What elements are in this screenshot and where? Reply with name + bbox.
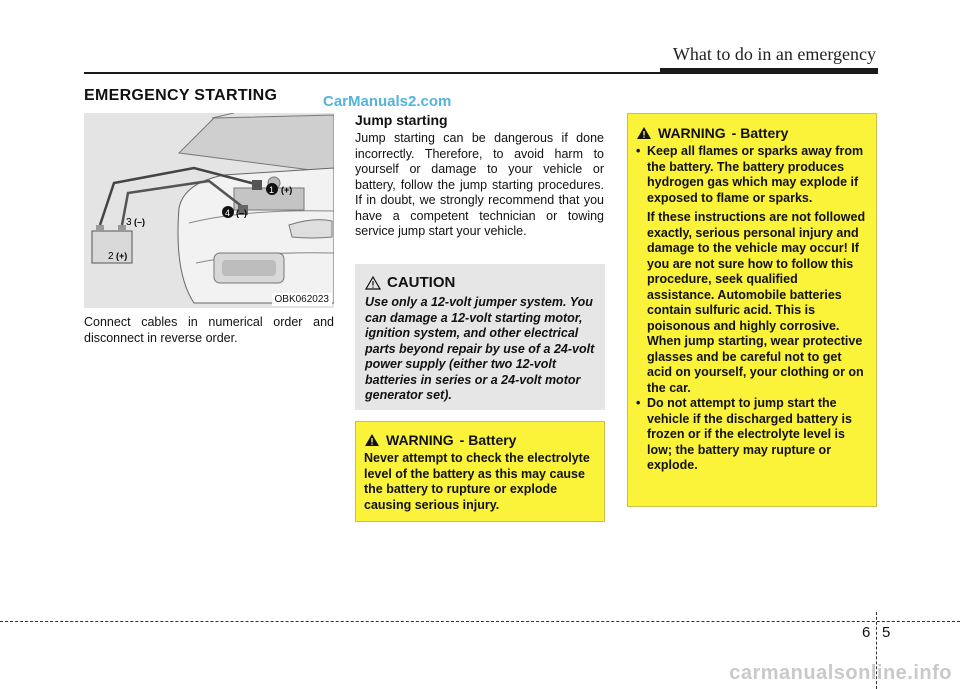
warning-header	[364, 432, 596, 448]
warning-triangle-icon	[636, 126, 652, 140]
warning-title: WARNING	[658, 125, 726, 141]
figure-label-plus-2: (+)	[116, 251, 128, 261]
figure-label-minus-4: (–)	[236, 208, 247, 218]
warning-subtitle: - Battery	[459, 432, 517, 448]
caution-triangle-icon	[365, 276, 381, 290]
jump-starting-heading: Jump starting	[355, 112, 448, 128]
jump-start-illustration	[84, 113, 334, 308]
caution-text: Use only a 12-volt jumper system. You can damage a 12-volt starting motor, ignition system, and other electrical parts beyond repair by use of a 24-volt power supply (either two 12-volt batteries in series or a 24-volt motor generator set).	[365, 295, 595, 402]
jump-starting-text: Jump starting can be dangerous if done incorrectly. Therefore, to avoid harm to yourself or damage to your vehicle or battery, follow the jump starting procedures. If in doubt, we strongly recommend that you have a competent technician or towing service jump start your vehicle.	[355, 131, 604, 238]
page-number: 5	[882, 624, 891, 641]
warning-title: WARNING	[386, 432, 454, 448]
warning-header	[636, 125, 868, 141]
chapter-number: 6	[862, 624, 871, 641]
warning-box-electrolyte	[355, 421, 605, 522]
figure-label-3: 3	[126, 217, 132, 228]
warning-bullet-subtext: If these instructions are not followed exactly, serious personal injury and damage to the vehicle may occur! If you are not sure how to follow this procedure, seek qualified assistance. Automobile batteries contain sulfuric acid. This is poisonous and highly corrosive. When jump starting, wear protective glasses and be careful not to get acid on yourself, your clothing or on the car.	[647, 210, 866, 395]
footer-divider	[0, 621, 960, 622]
figure-label-plus-1: (+)	[281, 185, 293, 195]
warning-bullet-list	[636, 144, 868, 474]
figure-label-4: 4	[225, 208, 231, 218]
figure-label-minus-3: (–)	[134, 217, 145, 227]
footer-site-watermark[interactable]: carmanualsonline.info	[729, 662, 952, 684]
warning-bullet	[636, 144, 868, 396]
warning-bullet-text: Keep all flames or sparks away from the battery. The battery produces hydrogen gas which may explode if exposed to flame or sparks.	[647, 144, 864, 205]
warning-bullet-text: Do not attempt to jump start the vehicle if the discharged battery is frozen or if the electrolyte level is low; the battery may rupture or explode.	[647, 396, 852, 472]
warning-text: Never attempt to check the electrolyte level of the battery as this may cause the battery to rupture or explode causing serious injury.	[364, 451, 590, 512]
section-title: EMERGENCY STARTING	[84, 87, 278, 104]
figure-caption: Connect cables in numerical order and disconnect in reverse order.	[84, 315, 334, 345]
car-engine-drawing	[84, 113, 334, 308]
caution-box	[355, 264, 605, 410]
header-title: What to do in an emergency	[672, 44, 876, 64]
figure-label-1: 1	[269, 185, 275, 195]
warning-box-flames	[627, 113, 877, 507]
figure-code: OBK062023	[272, 293, 333, 306]
figure-label-2: 2	[108, 251, 114, 262]
warning-subtitle: - Battery	[731, 125, 789, 141]
warning-bullet	[636, 396, 868, 474]
header-rule	[84, 72, 878, 74]
watermark-link[interactable]: CarManuals2.com	[323, 93, 452, 110]
caution-header	[365, 274, 597, 291]
warning-triangle-icon	[364, 433, 380, 447]
caution-title: CAUTION	[387, 274, 456, 291]
